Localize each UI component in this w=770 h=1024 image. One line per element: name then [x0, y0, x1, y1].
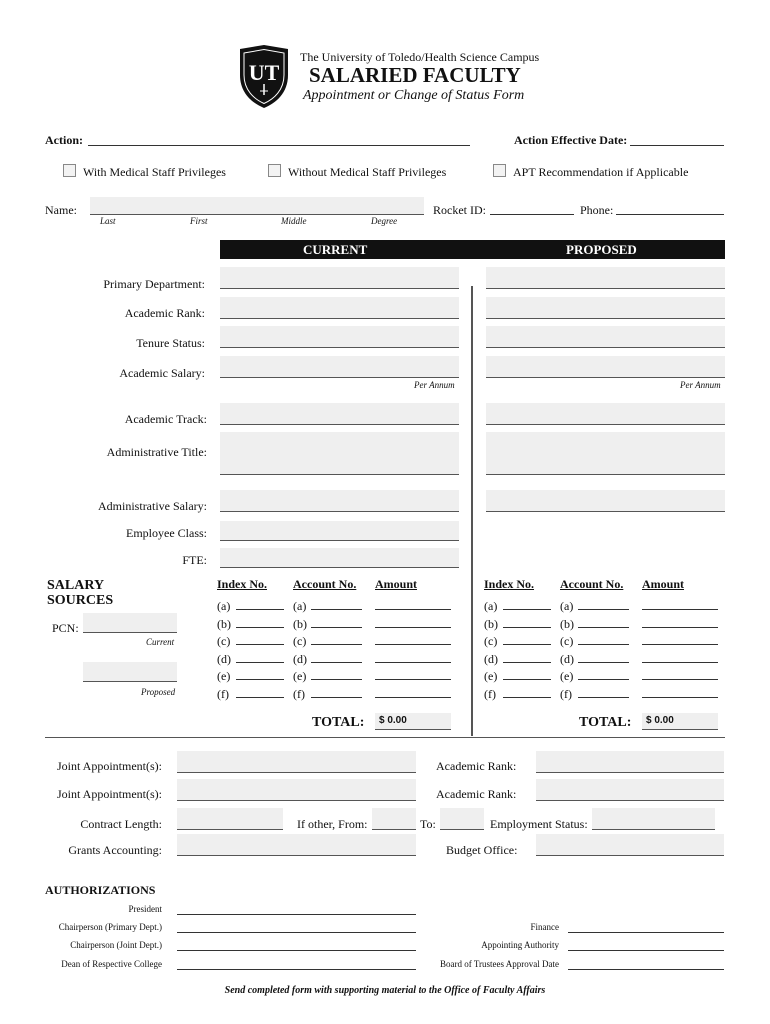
account-no-field-current[interactable] [311, 697, 362, 698]
amount-field-current[interactable] [375, 679, 451, 680]
academic-salary-current[interactable] [220, 356, 459, 378]
account-no-field-proposed[interactable] [578, 697, 629, 698]
academic-rank-proposed[interactable] [486, 297, 725, 319]
appointing-authority-signature-line[interactable] [568, 950, 724, 951]
row-letter-index-proposed: (e) [484, 669, 498, 683]
budget-office-field[interactable] [536, 834, 724, 856]
index-no-field-proposed[interactable] [503, 679, 551, 680]
row-letter-index-proposed: (f) [484, 686, 496, 701]
account-no-field-current[interactable] [311, 644, 362, 645]
row-letter-index-current: (c) [217, 634, 231, 648]
account-no-field-proposed[interactable] [578, 662, 629, 663]
administrative-salary-current[interactable] [220, 490, 459, 512]
chair-joint-signature-line[interactable] [177, 950, 416, 951]
joint-appointment-field-2[interactable] [177, 779, 416, 801]
with-privileges-checkbox[interactable] [63, 164, 76, 177]
row-letter-account-current: (f) [293, 686, 305, 701]
primary-department-proposed[interactable] [486, 267, 725, 289]
row-letter-account-proposed: (e) [560, 669, 574, 683]
form-title: SALARIED FACULTY [309, 63, 521, 87]
amount-field-current[interactable] [375, 697, 451, 698]
action-field[interactable] [88, 145, 470, 146]
footer-note: Send completed form with supporting material to the Office of Faculty Affairs [224, 985, 546, 996]
account-no-field-current[interactable] [311, 627, 362, 628]
row-letter-index-proposed: (d) [484, 651, 498, 666]
academic-salary-label: Academic Salary: [119, 366, 205, 380]
pcn-proposed-caption: Proposed [141, 687, 176, 697]
index-no-field-current[interactable] [236, 662, 284, 663]
row-letter-index-proposed: (c) [484, 634, 498, 648]
pcn-current-caption: Current [146, 637, 175, 647]
contract-length-label: Contract Length: [80, 817, 162, 831]
amount-field-current[interactable] [375, 609, 451, 610]
contract-length-field[interactable] [177, 808, 283, 830]
academic-track-current[interactable] [220, 403, 459, 425]
tenure-status-label: Tenure Status: [136, 336, 205, 350]
primary-department-current[interactable] [220, 267, 459, 289]
from-date-field[interactable] [372, 808, 416, 830]
name-degree-caption: Degree [371, 216, 398, 226]
amount-field-proposed[interactable] [642, 644, 718, 645]
row-letter-account-proposed: (c) [560, 634, 574, 648]
total-proposed-value: $ 0.00 [646, 715, 674, 726]
rocket-id-label: Rocket ID: [433, 203, 486, 217]
index-no-field-current[interactable] [236, 644, 284, 645]
chair-primary-label: Chairperson (Primary Dept.) [58, 922, 162, 932]
index-no-field-proposed[interactable] [503, 627, 551, 628]
apt-checkbox[interactable] [493, 164, 506, 177]
account-no-field-proposed[interactable] [578, 609, 629, 610]
authorizations-title: AUTHORIZATIONS [45, 883, 156, 897]
finance-signature-line[interactable] [568, 932, 724, 933]
per-annum-current: Per Annum [414, 380, 455, 390]
apt-label: APT Recommendation if Applicable [513, 165, 689, 179]
index-no-header-proposed: Index No. [484, 577, 535, 591]
row-letter-account-proposed: (a) [560, 599, 574, 613]
index-no-field-current[interactable] [236, 627, 284, 628]
to-date-field[interactable] [440, 808, 484, 830]
account-no-header-proposed: Account No. [560, 577, 624, 591]
chair-joint-label: Chairperson (Joint Dept.) [70, 940, 162, 950]
amount-header-current: Amount [375, 577, 418, 591]
amount-field-current[interactable] [375, 644, 451, 645]
proposed-column-header: PROPOSED [566, 242, 637, 257]
pcn-proposed-field[interactable] [83, 662, 177, 682]
academic-rank-joint-label-2: Academic Rank: [436, 787, 517, 801]
joint-appointment-field-1[interactable] [177, 751, 416, 773]
budget-office-label: Budget Office: [446, 843, 518, 857]
academic-track-proposed[interactable] [486, 403, 725, 425]
employment-status-field[interactable] [592, 808, 715, 830]
logo-text: UT [248, 60, 280, 85]
total-label-current: TOTAL: [312, 715, 365, 730]
tenure-status-proposed[interactable] [486, 326, 725, 348]
without-privileges-checkbox[interactable] [268, 164, 281, 177]
index-no-field-current[interactable] [236, 609, 284, 610]
row-letter-index-current: (f) [217, 686, 229, 701]
total-label-proposed: TOTAL: [579, 715, 632, 730]
administrative-title-proposed[interactable] [486, 432, 725, 475]
administrative-salary-label: Administrative Salary: [98, 499, 207, 513]
president-signature-line[interactable] [177, 914, 416, 915]
salary-sources-title-1: SALARY [47, 578, 105, 593]
academic-rank-label: Academic Rank: [124, 306, 205, 320]
joint-appointment-label-1: Joint Appointment(s): [57, 759, 162, 773]
name-field[interactable] [90, 197, 424, 215]
row-letter-account-current: (b) [293, 616, 307, 631]
index-no-field-proposed[interactable] [503, 644, 551, 645]
fte-current[interactable] [220, 548, 459, 568]
academic-salary-proposed[interactable] [486, 356, 725, 378]
to-label: To: [420, 817, 436, 831]
academic-rank-current[interactable] [220, 297, 459, 319]
joint-appointment-label-2: Joint Appointment(s): [57, 787, 162, 801]
name-first-caption: First [190, 216, 208, 226]
amount-field-proposed[interactable] [642, 697, 718, 698]
rocket-id-field[interactable] [490, 214, 574, 215]
index-no-header-current: Index No. [217, 577, 268, 591]
dean-signature-line[interactable] [177, 969, 416, 970]
university-name: The University of Toledo/Health Science Campus [300, 50, 540, 64]
row-letter-account-current: (c) [293, 634, 307, 648]
if-other-from-label: If other, From: [297, 817, 368, 831]
amount-field-proposed[interactable] [642, 609, 718, 610]
account-no-field-current[interactable] [311, 609, 362, 610]
grants-accounting-label: Grants Accounting: [68, 843, 162, 857]
dean-label: Dean of Respective College [61, 959, 162, 969]
primary-department-label: Primary Department: [103, 277, 205, 291]
tenure-status-current[interactable] [220, 326, 459, 348]
action-label: Action: [45, 133, 83, 147]
per-annum-proposed: Per Annum [680, 380, 721, 390]
academic-rank-joint-field-2[interactable] [536, 779, 724, 801]
with-privileges-label: With Medical Staff Privileges [83, 165, 226, 179]
account-no-field-current[interactable] [311, 679, 362, 680]
appointing-authority-label: Appointing Authority [481, 940, 559, 950]
salary-sources-title-2: SOURCES [47, 593, 114, 608]
current-column-header: CURRENT [303, 242, 368, 257]
amount-field-current[interactable] [375, 662, 451, 663]
academic-rank-joint-label-1: Academic Rank: [436, 759, 517, 773]
name-middle-caption: Middle [281, 216, 307, 226]
academic-rank-joint-field-1[interactable] [536, 751, 724, 773]
row-letter-account-current: (a) [293, 599, 307, 613]
employee-class-current[interactable] [220, 521, 459, 541]
index-no-field-proposed[interactable] [503, 697, 551, 698]
action-effective-date-label: Action Effective Date: [514, 133, 628, 147]
column-header-bar [220, 240, 725, 259]
row-letter-index-current: (e) [217, 669, 231, 683]
employee-class-label: Employee Class: [126, 526, 207, 540]
academic-track-label: Academic Track: [124, 412, 207, 426]
board-approval-date-line[interactable] [568, 969, 724, 970]
row-letter-index-current: (b) [217, 616, 231, 631]
grants-accounting-field[interactable] [177, 834, 416, 856]
administrative-salary-proposed[interactable] [486, 490, 725, 512]
total-current-value: $ 0.00 [379, 715, 407, 726]
account-no-field-current[interactable] [311, 662, 362, 663]
president-label: President [128, 904, 162, 914]
index-no-field-proposed[interactable] [503, 662, 551, 663]
without-privileges-label: Without Medical Staff Privileges [288, 165, 447, 179]
form-subtitle: Appointment or Change of Status Form [303, 88, 525, 103]
name-label: Name: [45, 203, 77, 217]
university-logo [236, 45, 292, 109]
row-letter-account-current: (d) [293, 651, 307, 666]
action-effective-date-field[interactable] [630, 145, 724, 146]
index-no-field-current[interactable] [236, 697, 284, 698]
row-letter-account-proposed: (f) [560, 686, 572, 701]
administrative-title-label: Administrative Title: [106, 445, 207, 459]
finance-label: Finance [530, 922, 559, 932]
pcn-label: PCN: [52, 621, 79, 635]
employment-status-label: Employment Status: [490, 817, 588, 831]
account-no-header-current: Account No. [293, 577, 357, 591]
phone-field[interactable] [616, 214, 724, 215]
row-letter-index-current: (a) [217, 599, 231, 613]
column-divider [471, 286, 473, 736]
row-letter-index-proposed: (a) [484, 599, 498, 613]
pcn-current-field[interactable] [83, 613, 177, 633]
fte-label: FTE: [182, 553, 207, 567]
row-letter-account-current: (e) [293, 669, 307, 683]
administrative-title-current[interactable] [220, 432, 459, 475]
amount-field-proposed[interactable] [642, 662, 718, 663]
row-letter-index-proposed: (b) [484, 616, 498, 631]
amount-field-current[interactable] [375, 627, 451, 628]
amount-field-proposed[interactable] [642, 627, 718, 628]
account-no-field-proposed[interactable] [578, 644, 629, 645]
account-no-field-proposed[interactable] [578, 627, 629, 628]
phone-label: Phone: [580, 203, 614, 217]
amount-header-proposed: Amount [642, 577, 685, 591]
index-no-field-proposed[interactable] [503, 609, 551, 610]
chair-primary-signature-line[interactable] [177, 932, 416, 933]
index-no-field-current[interactable] [236, 679, 284, 680]
row-letter-index-current: (d) [217, 651, 231, 666]
amount-field-proposed[interactable] [642, 679, 718, 680]
row-letter-account-proposed: (b) [560, 616, 574, 631]
row-letter-account-proposed: (d) [560, 651, 574, 666]
name-last-caption: Last [100, 216, 116, 226]
section-separator [45, 737, 725, 738]
board-approval-label: Board of Trustees Approval Date [440, 959, 559, 969]
account-no-field-proposed[interactable] [578, 679, 629, 680]
